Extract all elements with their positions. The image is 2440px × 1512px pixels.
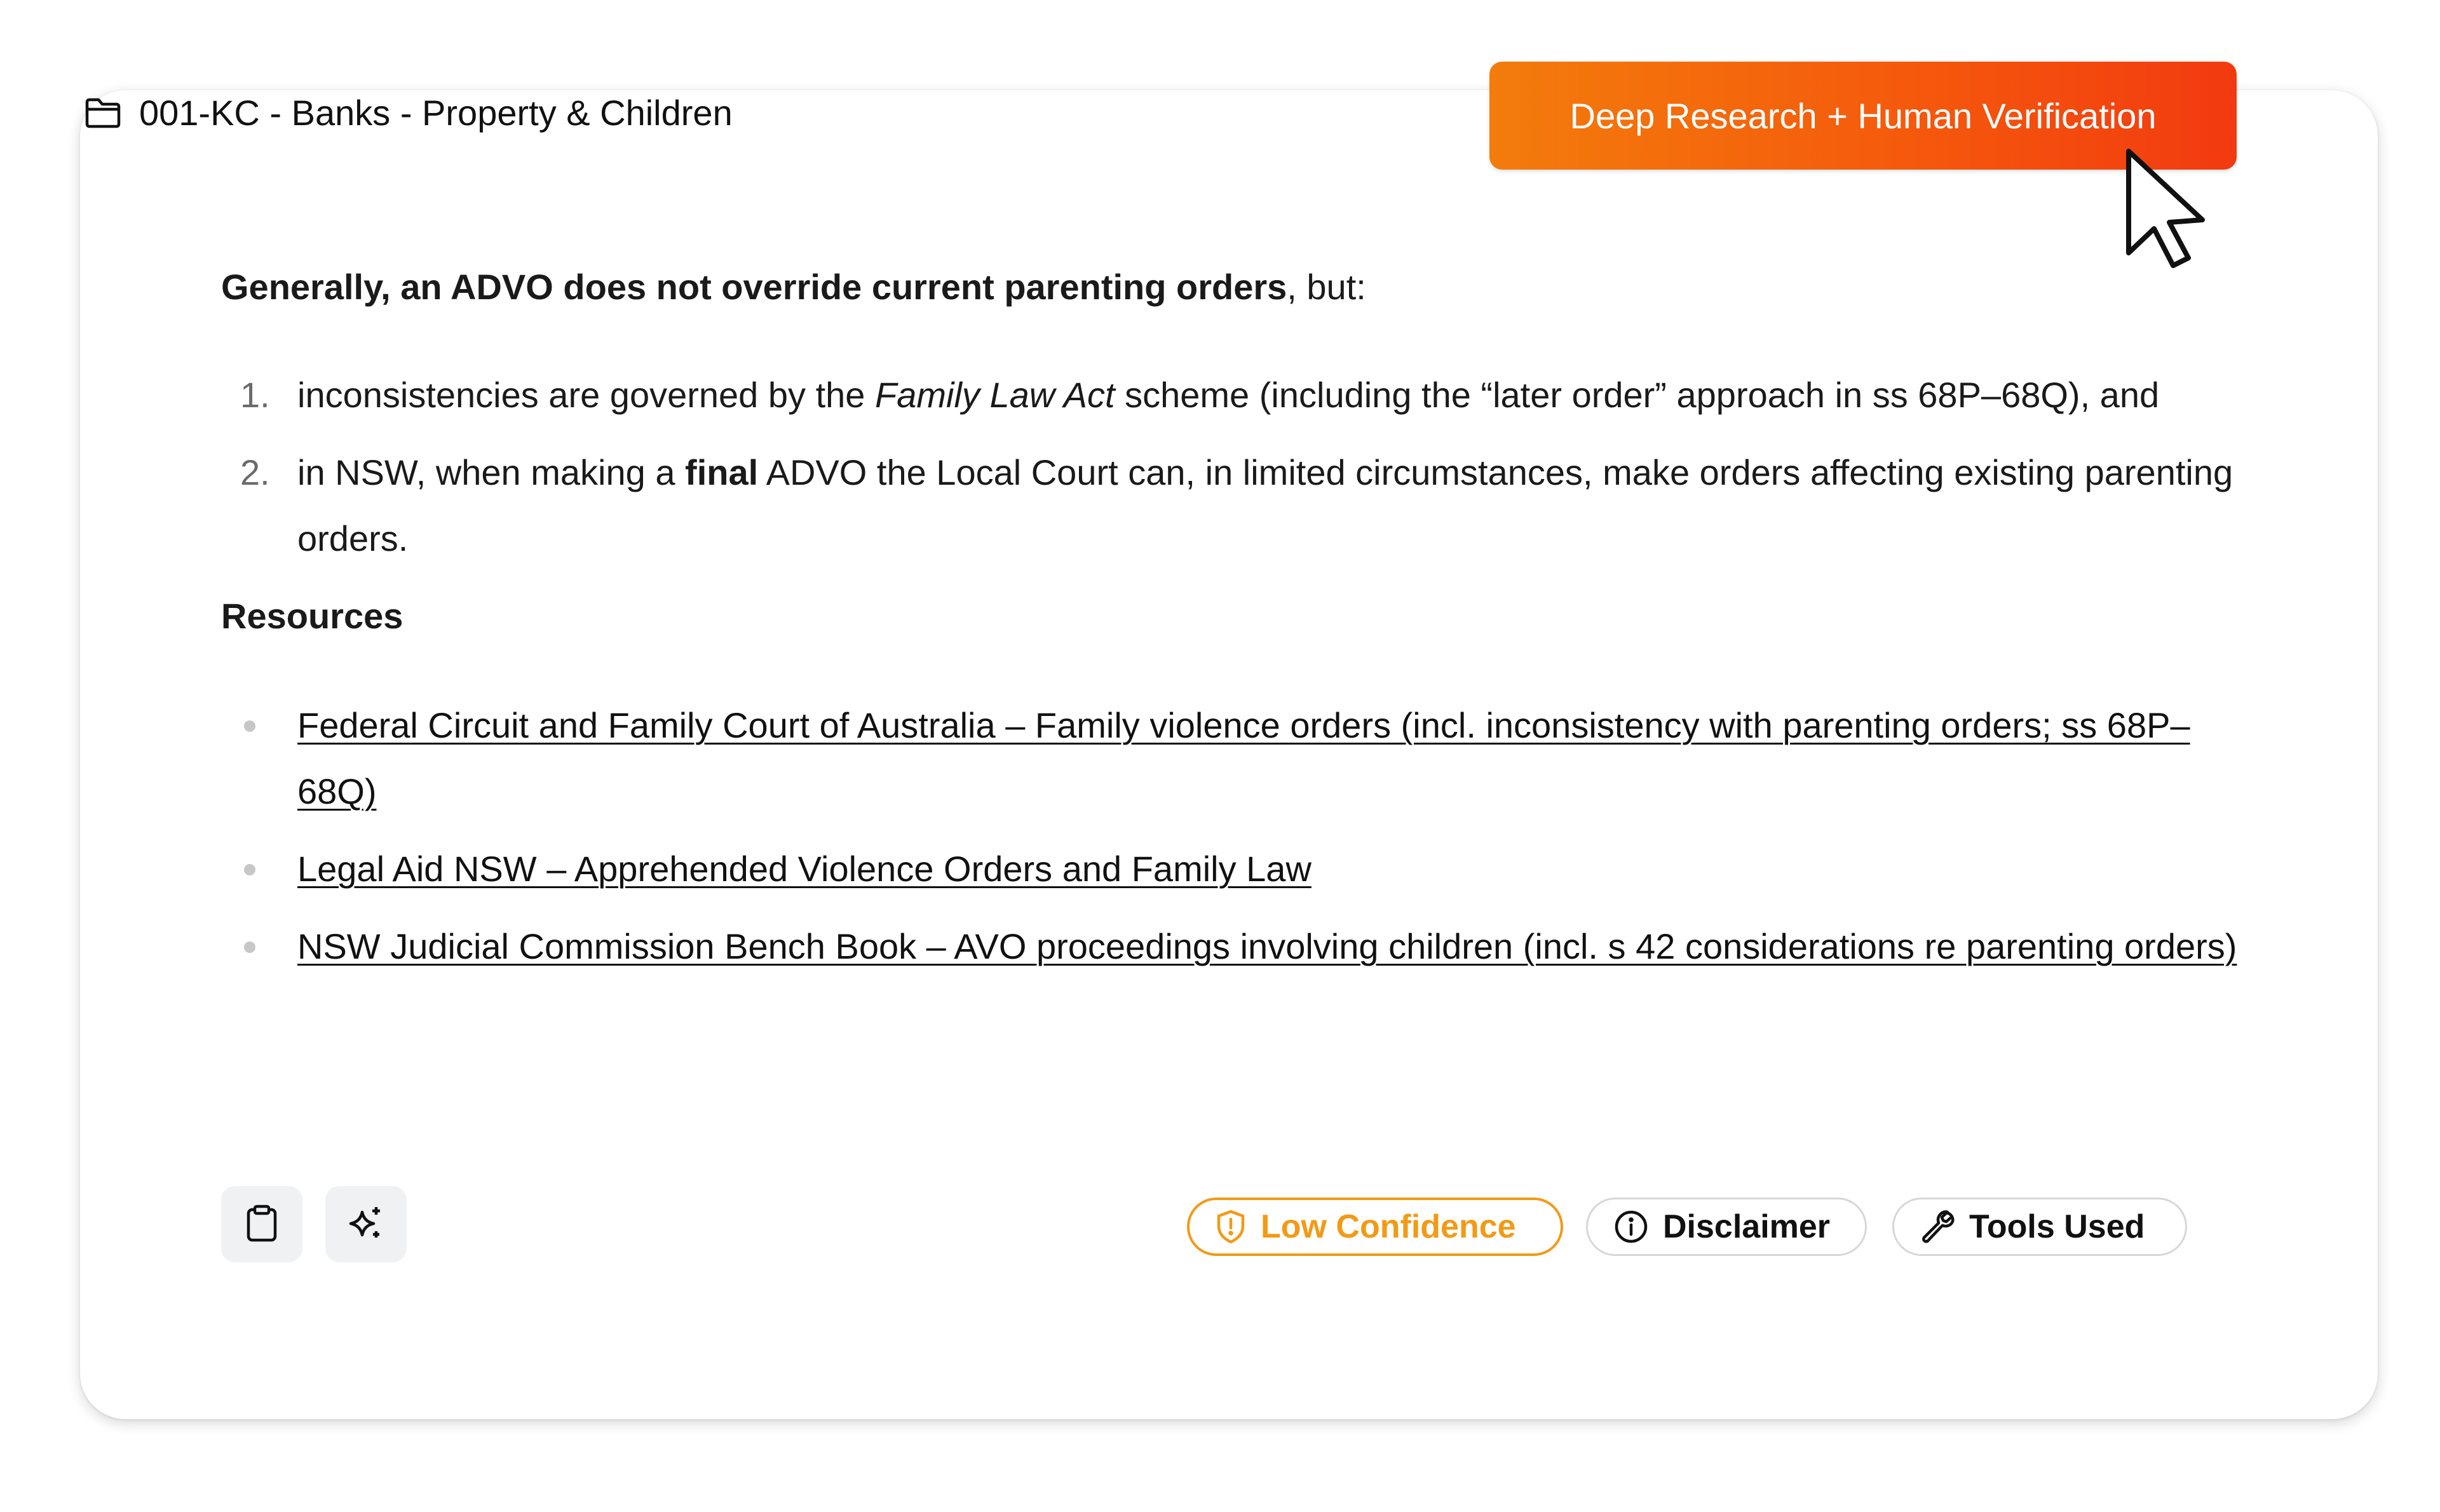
point-text-bold: final bbox=[685, 452, 759, 492]
answer-intro-rest: , but: bbox=[1287, 267, 1366, 307]
point-text-italic: Family Law Act bbox=[875, 375, 1115, 415]
resource-item bbox=[221, 914, 2254, 980]
disclaimer-button[interactable] bbox=[1586, 1198, 1867, 1256]
point-number: 1. bbox=[240, 375, 270, 415]
deep-research-button[interactable]: Deep Research + Human Verification bbox=[1489, 62, 2237, 170]
folder-icon bbox=[85, 97, 121, 129]
resource-link[interactable]: NSW Judicial Commission Bench Book – AVO proceedings involving children (incl. s 42 considerations re parenting orders) bbox=[297, 926, 2237, 966]
resource-link[interactable]: Legal Aid NSW – Apprehended Violence Orders and Family Law bbox=[297, 849, 1312, 889]
resources-heading: Resources bbox=[221, 596, 403, 636]
answer-intro bbox=[221, 254, 2254, 320]
resource-link[interactable]: Federal Circuit and Family Court of Australia – Family violence orders (incl. inconsistency with parenting orders; ss 68P–68Q) bbox=[297, 705, 2190, 811]
sparkle-icon bbox=[347, 1205, 385, 1245]
point-text: in NSW, when making a bbox=[297, 452, 686, 492]
answer-point bbox=[221, 440, 2254, 572]
disclaimer-label: Disclaimer bbox=[1663, 1208, 1831, 1245]
answer-point bbox=[221, 362, 2254, 428]
bullet-dot bbox=[244, 864, 255, 875]
wrench-icon bbox=[1920, 1209, 1955, 1245]
info-icon bbox=[1613, 1209, 1649, 1245]
point-number: 2. bbox=[240, 452, 270, 492]
low-confidence-label: Low Confidence bbox=[1261, 1208, 1516, 1245]
resource-item bbox=[221, 692, 2254, 825]
point-text: inconsistencies are governed by the bbox=[297, 375, 875, 415]
resource-item bbox=[221, 836, 2254, 902]
point-text: ADVO the Local Court can, in limited circumstances, make orders affecting existing parenting orders. bbox=[297, 452, 2233, 558]
answer-points bbox=[221, 362, 2254, 572]
regenerate-button[interactable] bbox=[325, 1186, 407, 1262]
bullet-dot bbox=[244, 942, 255, 953]
clipboard-icon bbox=[245, 1205, 279, 1245]
answer-intro-bold: Generally, an ADVO does not override current parenting orders bbox=[221, 267, 1287, 307]
resources-list bbox=[221, 692, 2254, 980]
footer-actions bbox=[221, 1186, 407, 1262]
project-header[interactable] bbox=[85, 92, 733, 133]
low-confidence-badge[interactable] bbox=[1187, 1198, 1563, 1256]
project-title: 001-KC - Banks - Property & Children bbox=[139, 93, 733, 133]
tools-used-label: Tools Used bbox=[1969, 1208, 2145, 1245]
bullet-dot bbox=[244, 720, 255, 732]
point-text: scheme (including the “later order” approach in ss 68P–68Q), and bbox=[1115, 375, 2160, 415]
copy-button[interactable] bbox=[221, 1186, 302, 1262]
mouse-pointer-icon bbox=[2121, 145, 2210, 272]
tools-used-button[interactable] bbox=[1892, 1198, 2187, 1256]
shield-icon bbox=[1215, 1209, 1247, 1245]
answer-content bbox=[221, 254, 2254, 991]
